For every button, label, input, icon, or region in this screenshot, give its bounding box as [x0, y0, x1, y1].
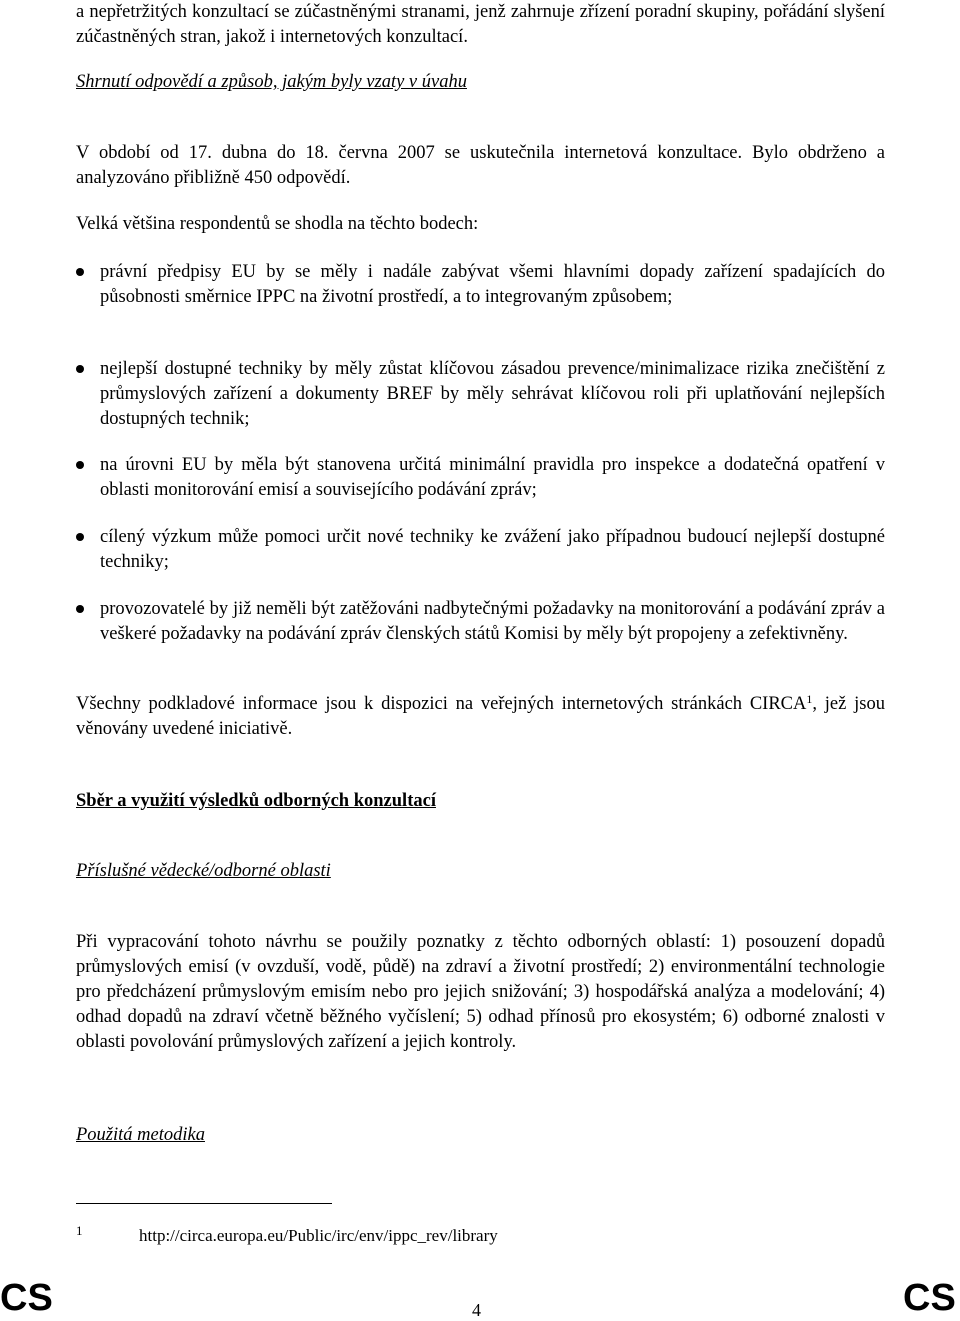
heading-areas: Příslušné vědecké/odborné oblasti	[76, 861, 331, 881]
circa-text-end: , jež jsou věnovány uvedené iniciativě.	[76, 694, 885, 739]
circa-text: Všechny podkladové informace jsou k dispozici na veřejných internetových stránkách CIRCA	[76, 694, 807, 714]
list-item-text: na úrovni EU by měla být stanovena určitá minimální pravidla pro inspekce a dodatečná opatření v oblasti monitorování emisí a souvisejícího podávání zpráv;	[100, 455, 885, 500]
list-item-text: provozovatelé by již neměli být zatěžováni nadbytečnými požadavky na monitorování a podávání zpráv a veškeré požadavky na podávání zpráv členských států Komisi by měly být propojeny a zefektivněny.	[100, 599, 885, 644]
list-item-text: nejlepší dostupné techniky by měly zůstat klíčovou zásadou prevence/minimalizace rizika znečištění z průmyslových zařízení a dokumenty BREF by měly sehrávat klíčovou roli při uplatňování nejlepších dostupných technik;	[100, 359, 885, 429]
paragraph-areas: Při vypracování tohoto návrhu se použily poznatky z těchto odborných oblastí: 1) posouzení dopadů průmyslových emisí (v ovzduší, vodě, půdě) na zdraví a životní prostředí; 2) environmentální technologie pro předcházení průmyslovým emisím nebo pro jejich snižování; 3) hospodářská analýza a modelování; 4) odhad dopadů na zdraví včetně běžného vyčíslení; 5) odhad přínosů pro ekosystém; 6) odborné znalosti v oblasti povolování průmyslových zařízení a jejich kontroly.	[76, 932, 885, 1052]
footer-language-right: CS	[903, 1277, 956, 1319]
bullet-icon	[76, 268, 84, 276]
footnote-divider	[76, 1203, 332, 1204]
list-item	[100, 357, 885, 432]
intro-continuation: a nepřetržitých konzultací se zúčastněnými stranami, jenž zahrnuje zřízení poradní skupiny, pořádání slyšení zúčastněných stran, jakož i internetových konzultací.	[76, 2, 885, 47]
list-item	[100, 453, 885, 503]
bullet-icon	[76, 605, 84, 613]
bullet-icon	[76, 461, 84, 469]
footnote-reference: 1	[806, 692, 813, 706]
heading-summary: Shrnutí odpovědí a způsob, jakým byly vzaty v úvahu	[76, 72, 467, 92]
bullet-icon	[76, 533, 84, 541]
list-item-text: cílený výzkum může pomoci určit nové techniky ke zvážení jako případnou budoucí nejlepší dostupné techniky;	[100, 527, 885, 572]
footnote-link: http://circa.europa.eu/Public/irc/env/ippc_rev/library	[139, 1226, 498, 1245]
heading-method: Použitá metodika	[76, 1125, 205, 1145]
list-item	[100, 525, 885, 575]
heading-collection: Sběr a využití výsledků odborných konzultací	[76, 791, 436, 811]
list-item	[100, 597, 885, 647]
list-item-text: právní předpisy EU by se měly i nadále zabývat všemi hlavními dopady zařízení spadajících do působnosti směrnice IPPC na životní prostředí, a to integrovaným způsobem;	[100, 262, 885, 307]
paragraph-period: V období od 17. dubna do 18. června 2007 se uskutečnila internetová konzultace. Bylo obdrženo a analyzováno přibližně 450 odpovědí.	[76, 143, 885, 188]
footnote-number: 1	[76, 1223, 83, 1238]
bullet-icon	[76, 365, 84, 373]
page-number: 4	[472, 1300, 481, 1320]
footer-language-left: CS	[0, 1277, 53, 1319]
list-item	[100, 260, 885, 310]
paragraph-majority: Velká většina respondentů se shodla na těchto bodech:	[76, 214, 479, 234]
paragraph-circa	[76, 692, 885, 742]
